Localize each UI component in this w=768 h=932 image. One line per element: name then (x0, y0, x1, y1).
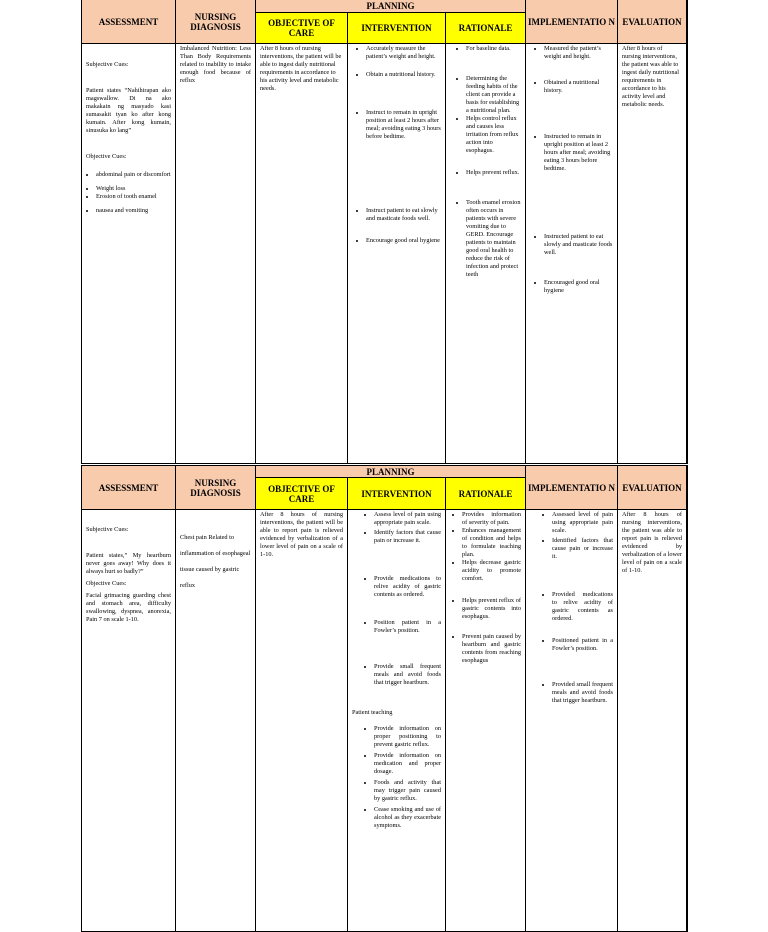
header-evaluation (618, 0, 687, 44)
header-evaluation (618, 465, 687, 510)
rationale-list (450, 511, 521, 665)
implementation-item: • Instructed patient to eat slowly and masticate foods well. (544, 233, 613, 257)
header-evaluation-label: EVALUATION (622, 16, 682, 27)
header-nursing-diagnosis-label: NURSING DIAGNOSIS (190, 11, 241, 32)
implementation-list (530, 511, 613, 705)
assessment-cell (82, 510, 176, 932)
teaching-item: • Foods and activity that may trigger pain caused by gastric reflux. (374, 779, 441, 803)
header-assessment-label: ASSESSMENT (98, 16, 159, 27)
header-implementation (526, 465, 618, 510)
intervention-cell (348, 510, 446, 932)
intervention-item: • Position patient in a Fowler’s position. (374, 619, 441, 635)
patient-quote: Patient states,” My heartburn never goes away! Why does it always hurt so badly?” (86, 552, 171, 575)
intervention-item: • Instruct patient to eat slowly and masticate foods well. (366, 207, 441, 223)
objective-cell (256, 44, 348, 464)
implementation-cell (526, 44, 618, 464)
objective-text: After 8 hours of nursing interventions, the patient will be able to report pain is relieved evidenced by verbalization of a lower level of pain on a scale of 1-10. (260, 511, 343, 558)
care-plan-table-nutrition (81, 0, 688, 464)
evaluation-cell (618, 510, 687, 932)
intervention-item: • Encourage good oral hygiene (366, 237, 441, 245)
evaluation-cell (618, 44, 687, 464)
header-planning (256, 0, 526, 13)
intervention-item: • Instruct to remain in upright position at least 2 hours after meal; avoiding eating 3 hours before bedtime. (366, 109, 441, 141)
header-nursing-diagnosis-label: NURSING DIAGNOSIS (190, 477, 241, 498)
implementation-item: • Positioned patient in a Fowler’s position. (552, 637, 613, 653)
objective-cues-list (86, 171, 171, 215)
header-objective (256, 478, 348, 510)
header-assessment (82, 465, 176, 510)
diagnosis-text: Imbalanced Nutrition: Less Than Body Requirements related to inability to intake enough food because of reflux (180, 45, 251, 84)
teaching-list (352, 725, 441, 830)
objective-cell (256, 510, 348, 932)
header-intervention-label: INTERVENTION (361, 488, 432, 499)
rationale-item: • Provides information of severity of pain. (462, 511, 521, 527)
patient-teaching-label: Patient teaching (352, 709, 393, 716)
intervention-item: • Assess level of pain using appropriate pain scale. (374, 511, 441, 527)
rationale-cell (446, 510, 526, 932)
evaluation-text: After 8 hours of nursing interventions, the patient was able to ingest daily nutritional requirements in accordance to his activity level and metabolic needs. (622, 45, 680, 108)
rationale-item: • Prevent pain caused by heartburn and gastric contents from reaching esophagus (462, 633, 521, 665)
diagnosis-text: Chest pain Related to inflammation of esophageal tissue caused by gastric reflux (180, 534, 251, 589)
header-intervention-label: INTERVENTION (361, 23, 432, 33)
objective-cue: • Weight loss (96, 185, 171, 193)
implementation-list (530, 45, 613, 295)
care-plan-table-pain (81, 465, 688, 932)
objective-cue: • nausea and vomiting (96, 207, 171, 215)
patient-quote: Patient states “Nahihirapan ako magswallow. Di na ako makakain ng masyado kasi sumasakit tyan ko after kong kumain. After kong kumain, sinusuka ko lang” (86, 87, 171, 134)
teaching-item: • Cease smoking and use of alcohol as they exacerbate symptoms. (374, 806, 441, 830)
header-intervention (348, 478, 446, 510)
objective-text: Facial grimacing guarding chest and stomach area, difficulty swallowing, dyspnea, anorexia, Pain 7 on scale 1-10. (86, 592, 171, 623)
rationale-cell (446, 44, 526, 464)
implementation-item: • Encouraged good oral hygiene (544, 279, 613, 295)
implementation-cell (526, 510, 618, 932)
header-assessment (82, 0, 176, 44)
header-rationale (446, 478, 526, 510)
header-objective-label: OBJECTIVE OF CARE (268, 18, 335, 38)
intervention-item: • Accurately measure the patient’s weight and height. (366, 45, 441, 61)
header-evaluation-label: EVALUATION (622, 482, 682, 493)
diagnosis-cell (176, 44, 256, 464)
header-rationale-label: RATIONALE (458, 23, 513, 33)
teaching-item: • Provide information on proper positioning to prevent gastric reflux. (374, 725, 441, 749)
implementation-item: • Provided small frequent meals and avoid foods that trigger heartburn. (552, 681, 613, 705)
rationale-item: • Helps prevent reflux of gastric contents into esophagus. (462, 597, 521, 621)
header-implementation-label: IMPLEMENTATIO N (528, 482, 615, 493)
intervention-list (352, 45, 441, 245)
header-planning-label: PLANNING (366, 1, 415, 11)
subjective-label: Subjective Cues: (86, 526, 129, 533)
rationale-item: • For baseline data. (466, 45, 521, 53)
intervention-item: • Provide small frequent meals and avoid foods that trigger heartburn. (374, 663, 441, 687)
objective-text: After 8 hours of nursing interventions, the patient will be able to ingest daily nutritional requirements in accordance to his activity level and metabolic needs. (260, 45, 342, 92)
diagnosis-cell (176, 510, 256, 932)
assessment-cell (82, 44, 176, 464)
objective-cue: • Erosion of tooth enamel (96, 193, 171, 201)
subjective-label: Subjective Cues: (86, 61, 129, 68)
header-rationale (446, 13, 526, 44)
header-nursing-diagnosis (176, 465, 256, 510)
rationale-item: • Enhances management of condition and helps to formulate teaching plan. (462, 527, 521, 559)
implementation-item: • Identified factors that cause pain or increase it. (552, 537, 613, 561)
implementation-item: • Measured the patient’s weight and height. (544, 45, 613, 61)
header-objective (256, 13, 348, 44)
implementation-item: • Obtained a nutritional history. (544, 79, 613, 95)
rationale-item: • Determining the feeding habits of the client can provide a basis for establishing a nutritional plan. (466, 75, 521, 115)
header-implementation (526, 0, 618, 44)
intervention-list (352, 511, 441, 687)
rationale-item: • Tooth enamel erosion often occurs in patients with severe vomiting due to GERD. Encourage patients to maintain good oral health to reduce the risk of infection and protect teeth (466, 199, 521, 279)
header-assessment-label: ASSESSMENT (98, 482, 159, 493)
intervention-item: • Provide medications to relive acidity of gastric contents as ordered. (374, 575, 441, 599)
objective-label: Objective Cues: (86, 580, 127, 587)
header-intervention (348, 13, 446, 44)
intervention-item: • Identify factors that cause pain or increase it. (374, 529, 441, 545)
rationale-item: • Helps prevent reflux. (466, 169, 521, 177)
rationale-item: • Helps control reflux and causes less irritation from reflux action into esophagus. (466, 115, 521, 155)
objective-cue: • abdominal pain or discomfort (96, 171, 171, 179)
implementation-item: • Provided medications to relive acidity of gastric contents as ordered. (552, 591, 613, 623)
header-rationale-label: RATIONALE (458, 488, 513, 499)
header-planning-label: PLANNING (366, 466, 415, 477)
rationale-list (450, 45, 521, 279)
implementation-item: • Assessed level of pain using appropriate pain scale. (552, 511, 613, 535)
header-planning (256, 465, 526, 478)
header-objective-label: OBJECTIVE OF CARE (268, 483, 335, 504)
intervention-item: • Obtain a nutritional history. (366, 71, 441, 79)
header-nursing-diagnosis (176, 0, 256, 44)
rationale-item: • Helps decrease gastric acidity to promote comfort. (462, 559, 521, 583)
header-implementation-label: IMPLEMENTATIO N (528, 16, 615, 27)
intervention-cell (348, 44, 446, 464)
objective-label: Objective Cues: (86, 153, 127, 160)
implementation-item: • Instructed to remain in upright position at least 2 hours after meal; avoiding eating 3 hours before bedtime. (544, 133, 613, 173)
teaching-item: • Provide information on medication and proper dosage. (374, 752, 441, 776)
evaluation-text: After 8 hours of nursing interventions, the patient was able to report pain is relieved evidenced by verbalization of a lower level of pain on a scale of 1-10. (622, 511, 682, 574)
